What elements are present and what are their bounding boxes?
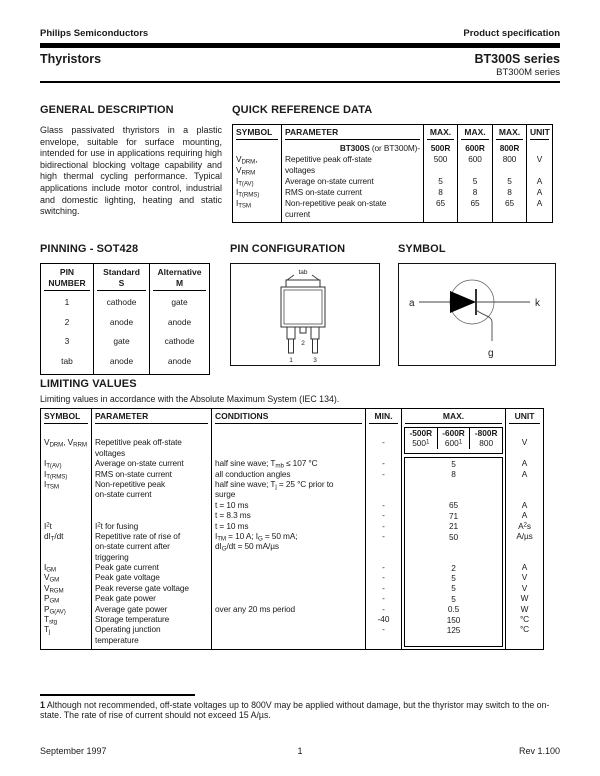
symbol-section bbox=[398, 243, 560, 375]
table-cell: $I_{TM} = 10$ A; $I_G = 50$ mA; bbox=[215, 530, 298, 543]
table-cell: -40 bbox=[377, 614, 390, 625]
table-cell bbox=[41, 635, 91, 645]
header-rule-thick bbox=[40, 43, 560, 48]
table-column bbox=[233, 125, 281, 222]
table-cell bbox=[212, 593, 365, 603]
page-header bbox=[40, 28, 560, 83]
cathode-label: k bbox=[535, 298, 540, 309]
table-column bbox=[457, 125, 492, 222]
table-cell bbox=[366, 479, 401, 489]
table-cell: current bbox=[285, 209, 311, 219]
table-cell: 800 bbox=[502, 154, 517, 164]
table-cell bbox=[233, 209, 281, 220]
table-cell: Average on-state current bbox=[95, 458, 184, 469]
table-cell bbox=[41, 427, 91, 437]
table-cell bbox=[212, 427, 365, 437]
table-cell: $I_{T(RMS)}$ bbox=[44, 468, 68, 481]
table-cell bbox=[527, 165, 552, 176]
table-cell: Average on-state current bbox=[285, 176, 374, 186]
table-cell bbox=[424, 209, 457, 220]
table-cell: triggering bbox=[95, 551, 129, 562]
table-cell: 600 bbox=[468, 154, 482, 164]
pinning-cell: anode bbox=[167, 316, 192, 327]
table-column bbox=[211, 409, 365, 649]
pinning-cell: anode bbox=[167, 355, 192, 366]
table-cell bbox=[366, 635, 401, 645]
table-column bbox=[281, 125, 423, 222]
table-cell: RMS on-state current bbox=[285, 187, 362, 197]
table-cell: $T_{stg}$ bbox=[44, 614, 57, 626]
table-column bbox=[526, 125, 552, 222]
footnote-text: 1 Although not recommended, off-state voltages up to 800V may be applied without damage, but the thyristor may switch to the on-state. The rate of rise of current should not exceed 15 A/µs. bbox=[40, 699, 550, 720]
anode-label: a bbox=[409, 298, 415, 309]
table-cell: $I^2t$ for fusing bbox=[95, 520, 139, 531]
series-block bbox=[475, 52, 560, 78]
table-cell bbox=[405, 552, 502, 562]
table-cell: $V_{RGM}$ bbox=[44, 582, 64, 595]
series-alt-name: BT300M series bbox=[496, 66, 560, 78]
table-cell: 5 bbox=[451, 583, 456, 594]
table-cell bbox=[212, 583, 365, 593]
package-drawing-icon bbox=[231, 264, 378, 364]
pinning-table bbox=[40, 263, 210, 375]
table-cell: 2 bbox=[451, 562, 456, 573]
table-cell: Operating junction bbox=[95, 624, 161, 635]
table-cell: $I_{T(AV)}$ bbox=[236, 176, 254, 188]
table-cell: $I^2t$ bbox=[44, 520, 52, 531]
pinning-column bbox=[93, 264, 149, 374]
table-cell bbox=[527, 143, 552, 154]
column-header: MAX. bbox=[402, 409, 505, 424]
table-cell bbox=[92, 510, 211, 520]
table-cell: $V_{DRM}$, bbox=[236, 154, 258, 166]
column-header: Alternative M bbox=[150, 264, 209, 291]
section-title-pin-configuration: PIN CONFIGURATION bbox=[230, 243, 346, 255]
table-cell: A bbox=[521, 468, 528, 479]
table-cell: 8 bbox=[438, 187, 443, 197]
table-cell bbox=[41, 552, 91, 562]
spec-label: Product specification bbox=[463, 28, 560, 39]
table-cell: $dI_G/dt = 50$ mA/µs bbox=[215, 541, 279, 553]
table-cell: 150 bbox=[446, 614, 461, 625]
table-cell bbox=[212, 552, 365, 562]
table-cell: - bbox=[382, 468, 385, 479]
pinning-cell: anode bbox=[109, 316, 134, 327]
table-cell: temperature bbox=[95, 634, 139, 645]
grade-cell: -600R $600^1$ bbox=[437, 428, 470, 449]
table-cell bbox=[405, 480, 502, 490]
column-header: MAX. bbox=[424, 125, 457, 140]
table-cell: A bbox=[521, 499, 528, 510]
table-cell bbox=[405, 635, 502, 645]
table-cell: Non-repetitive peak bbox=[95, 478, 166, 489]
table-cell: W bbox=[520, 593, 529, 604]
table-column bbox=[423, 125, 457, 222]
footnote-rule bbox=[40, 694, 195, 696]
column-header: UNIT bbox=[527, 125, 552, 140]
table-cell bbox=[493, 209, 526, 220]
table-cell: Average gate power bbox=[95, 603, 168, 614]
table-cell: 5 bbox=[451, 458, 456, 469]
table-cell: $I_{TSM}$ bbox=[236, 198, 251, 210]
table-cell: t = 10 ms bbox=[215, 520, 249, 531]
table-cell: 8 bbox=[472, 187, 478, 197]
table-cell: 8 bbox=[451, 469, 456, 480]
table-cell: $P_{G(AV)}$ bbox=[44, 603, 66, 616]
limiting-values-section bbox=[40, 378, 560, 650]
pinning-cell: cathode bbox=[106, 297, 137, 307]
table-cell: - bbox=[382, 510, 385, 521]
general-description-section bbox=[40, 104, 222, 223]
table-cell: 50 bbox=[448, 531, 459, 542]
table-cell: A bbox=[536, 176, 543, 186]
pinning-cell: tab bbox=[61, 355, 73, 366]
table-cell: 500 bbox=[433, 154, 448, 164]
table-cell: A bbox=[521, 510, 528, 521]
pinning-cell: cathode bbox=[164, 336, 195, 346]
max-values-box bbox=[404, 457, 503, 647]
table-cell: - bbox=[382, 593, 385, 604]
thyristor-symbol-icon bbox=[399, 264, 554, 364]
table-cell: 800R bbox=[499, 143, 520, 153]
table-cell: half sine wave; $T_j = 25$ °C prior to bbox=[215, 478, 334, 491]
column-header: Standard S bbox=[94, 264, 149, 291]
table-cell: Peak reverse gate voltage bbox=[95, 582, 189, 593]
footnote-marker: 1 bbox=[40, 699, 45, 710]
pinning-column bbox=[41, 264, 93, 374]
column-header: PARAMETER bbox=[92, 409, 211, 424]
series-name: BT300S series bbox=[474, 51, 560, 66]
general-description-text: Glass passivated thyristors in a plastic envelope, suitable for surface mounting, intended for use in applications requiring high bidirectional blocking voltage capability and high thermal cycling performance. Typical applications include motor control, industrial and domestic lighting, heating and static switching. bbox=[40, 125, 222, 217]
symbol-box bbox=[398, 263, 556, 366]
header-top-row bbox=[40, 28, 560, 39]
column-header: PARAMETER bbox=[282, 125, 423, 140]
table-cell: - bbox=[382, 562, 385, 573]
table-cell: - bbox=[382, 582, 385, 593]
table-cell: Repetitive rate of rise of bbox=[95, 530, 181, 541]
voltage-grades-box bbox=[404, 427, 503, 454]
table-column bbox=[365, 409, 401, 649]
table-cell bbox=[424, 165, 457, 176]
middle-content-row bbox=[40, 243, 560, 375]
pinning-column bbox=[149, 264, 209, 374]
table-cell: °C bbox=[519, 624, 530, 635]
table-cell: 500R bbox=[430, 143, 451, 153]
table-cell: $dI_T/dt$ bbox=[44, 530, 64, 543]
table-cell bbox=[506, 427, 543, 437]
footer-date: September 1997 bbox=[40, 746, 107, 756]
table-cell: - bbox=[382, 499, 385, 510]
table-cell bbox=[41, 541, 91, 551]
table-cell bbox=[212, 562, 365, 572]
brand-name: Philips Semiconductors bbox=[40, 28, 149, 39]
table-cell bbox=[92, 427, 211, 437]
top-content-row bbox=[40, 104, 560, 223]
table-cell bbox=[366, 427, 401, 437]
table-cell: 5 bbox=[451, 573, 456, 584]
table-cell: - bbox=[382, 437, 385, 448]
table-cell bbox=[233, 143, 281, 154]
table-cell: over any 20 ms period bbox=[215, 603, 295, 614]
column-header: SYMBOL bbox=[233, 125, 281, 140]
table-cell: V bbox=[536, 154, 543, 164]
table-cell: $I_{T(AV)}$ bbox=[44, 458, 62, 470]
table-cell: A bbox=[521, 562, 528, 573]
table-column bbox=[505, 409, 543, 649]
table-cell bbox=[212, 437, 365, 447]
table-cell bbox=[212, 572, 365, 582]
table-column bbox=[41, 409, 91, 649]
column-header: SYMBOL bbox=[41, 409, 91, 424]
table-cell: 125 bbox=[446, 625, 461, 636]
table-cell: Peak gate current bbox=[95, 562, 159, 573]
table-cell: $I_{GM}$ bbox=[44, 562, 56, 574]
header-title-row bbox=[40, 52, 560, 78]
table-cell: t = 10 ms bbox=[215, 499, 249, 510]
header-rule-thin bbox=[40, 81, 560, 84]
grade-cell: -800R 800 bbox=[469, 428, 502, 449]
limiting-values-subtitle: Limiting values in accordance with the Absolute Maximum System (IEC 134). bbox=[40, 394, 340, 404]
table-cell: A bbox=[536, 187, 543, 197]
table-cell: A bbox=[536, 198, 543, 208]
table-cell: $I_{T(RMS)}$ bbox=[236, 187, 260, 199]
table-cell: surge bbox=[215, 489, 236, 500]
pin-configuration-section bbox=[230, 243, 382, 375]
grade-cell: -500R $500^1$ bbox=[409, 428, 433, 449]
table-cell bbox=[506, 635, 543, 645]
table-cell: Peak gate power bbox=[95, 593, 156, 604]
table-cell: on-state current after bbox=[95, 541, 170, 552]
table-cell: - bbox=[382, 624, 385, 635]
table-cell bbox=[506, 479, 543, 489]
column-header: MAX. bbox=[493, 125, 526, 140]
pinning-cell: anode bbox=[109, 355, 134, 366]
section-title-general-description: GENERAL DESCRIPTION bbox=[40, 104, 174, 116]
table-cell: Storage temperature bbox=[95, 614, 170, 625]
table-cell bbox=[527, 209, 552, 220]
table-cell: voltages bbox=[95, 447, 126, 458]
table-cell: $P_{GM}$ bbox=[44, 593, 60, 605]
table-cell: 5 bbox=[438, 176, 443, 186]
table-cell: - bbox=[382, 530, 385, 541]
table-cell: - bbox=[382, 603, 385, 614]
table-cell: BT300S (or BT300M)- bbox=[339, 143, 420, 153]
table-cell: 65 bbox=[448, 500, 459, 511]
table-cell: Repetitive peak off-state bbox=[285, 154, 372, 164]
quick-reference-section bbox=[232, 104, 560, 223]
table-cell bbox=[366, 448, 401, 458]
table-cell: Non-repetitive peak on-state bbox=[285, 198, 387, 208]
table-cell: 71 bbox=[448, 510, 459, 521]
table-cell bbox=[458, 165, 492, 176]
column-header: PIN NUMBER bbox=[41, 264, 93, 291]
table-cell bbox=[92, 500, 211, 510]
table-cell bbox=[366, 541, 401, 551]
pin-3-label: 3 bbox=[313, 357, 317, 364]
tab-label: tab bbox=[298, 269, 308, 276]
table-cell: 21 bbox=[448, 521, 459, 532]
table-cell: 8 bbox=[507, 187, 512, 197]
table-cell: RMS on-state current bbox=[95, 468, 172, 479]
table-cell: V bbox=[521, 582, 528, 593]
pinning-cell: 3 bbox=[64, 336, 70, 346]
table-cell: A bbox=[521, 458, 528, 469]
table-cell: °C bbox=[519, 614, 530, 625]
section-title-quick-reference: QUICK REFERENCE DATA bbox=[232, 104, 373, 116]
table-cell: - bbox=[382, 572, 385, 583]
column-header: MAX. bbox=[458, 125, 492, 140]
table-cell: $V_{RRM}$ bbox=[236, 165, 256, 177]
table-cell: on-state current bbox=[95, 489, 152, 500]
pinning-cell: gate bbox=[113, 336, 130, 346]
limiting-values-table bbox=[40, 408, 544, 650]
table-cell bbox=[41, 500, 91, 510]
table-cell: 65 bbox=[470, 198, 480, 208]
table-cell: Peak gate voltage bbox=[95, 572, 160, 583]
table-cell bbox=[506, 541, 543, 551]
column-header: CONDITIONS bbox=[212, 409, 365, 424]
table-cell bbox=[506, 489, 543, 499]
footnote bbox=[40, 694, 560, 721]
table-cell bbox=[212, 635, 365, 645]
table-cell bbox=[458, 209, 492, 220]
pin-1-label: 1 bbox=[289, 357, 293, 364]
table-cell: $V_{GM}$ bbox=[44, 572, 60, 585]
table-cell: 65 bbox=[504, 198, 515, 208]
footer-revision: Rev 1.100 bbox=[518, 746, 560, 756]
table-cell bbox=[366, 552, 401, 562]
table-cell: A/µs bbox=[516, 530, 533, 541]
table-column bbox=[401, 409, 505, 649]
table-cell bbox=[41, 448, 91, 458]
table-cell bbox=[41, 510, 91, 520]
column-header: UNIT bbox=[506, 409, 543, 424]
section-title-limiting-values: LIMITING VALUES bbox=[40, 378, 137, 390]
table-cell bbox=[212, 614, 365, 624]
table-cell bbox=[212, 448, 365, 458]
table-column bbox=[91, 409, 211, 649]
table-cell: $A^2s$ bbox=[518, 520, 531, 531]
pinning-cell: 2 bbox=[64, 316, 70, 327]
table-cell bbox=[493, 165, 526, 176]
table-column bbox=[492, 125, 526, 222]
table-cell bbox=[366, 489, 401, 499]
table-cell: $I_{TSM}$ bbox=[44, 478, 59, 491]
table-cell: 5 bbox=[451, 593, 456, 604]
table-cell: t = 8.3 ms bbox=[215, 510, 251, 521]
table-cell bbox=[405, 542, 502, 552]
table-cell: $T_j$ bbox=[44, 624, 51, 637]
section-title-symbol: SYMBOL bbox=[398, 243, 446, 255]
table-cell: 600R bbox=[465, 143, 485, 153]
table-cell bbox=[41, 489, 91, 499]
table-cell: 0.5 bbox=[447, 604, 460, 615]
section-title-pinning: PINNING - SOT428 bbox=[40, 243, 139, 255]
table-cell: $V_{DRM}$, $V_{RRM}$ bbox=[44, 437, 87, 449]
quick-reference-table bbox=[232, 124, 553, 223]
table-cell bbox=[506, 448, 543, 458]
table-cell: - bbox=[382, 458, 385, 469]
table-cell: 5 bbox=[472, 176, 478, 186]
table-cell: 65 bbox=[435, 198, 446, 208]
gate-label: g bbox=[488, 348, 494, 359]
pinning-section bbox=[40, 243, 212, 375]
pin-2-label: 2 bbox=[301, 340, 305, 347]
column-header: MIN. bbox=[366, 409, 401, 424]
table-cell bbox=[506, 552, 543, 562]
table-cell: 5 bbox=[507, 176, 512, 186]
table-cell: V bbox=[521, 437, 528, 448]
pinning-cell: 1 bbox=[64, 297, 70, 307]
table-cell: V bbox=[521, 572, 528, 583]
table-cell bbox=[212, 624, 365, 634]
table-cell: Repetitive peak off-state bbox=[95, 437, 182, 448]
pinning-cell: gate bbox=[171, 297, 188, 307]
table-cell: voltages bbox=[285, 165, 316, 175]
document-title: Thyristors bbox=[40, 51, 102, 66]
pin-configuration-box bbox=[230, 263, 380, 366]
table-cell: - bbox=[382, 520, 385, 531]
footer-page-number: 1 bbox=[297, 746, 303, 756]
table-cell bbox=[405, 490, 502, 500]
table-cell: W bbox=[520, 603, 529, 614]
table-cell: half sine wave; $T_{mb} \le 107$ °C bbox=[215, 458, 318, 470]
table-cell: all conduction angles bbox=[215, 468, 291, 479]
